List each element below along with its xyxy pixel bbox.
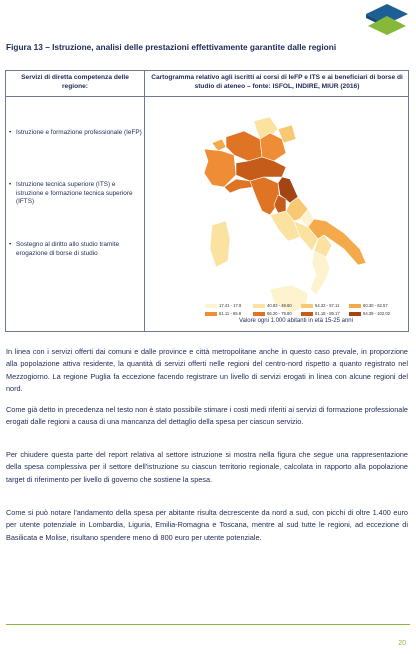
- bullet-icon: •: [9, 181, 12, 188]
- legend-item: 61.11 - 65.8: [205, 311, 241, 316]
- map-region-sardegna: [210, 221, 230, 267]
- bullet-text: Sostegno al diritto allo studio tramite erogazione di borse di studio: [16, 241, 120, 257]
- bullet-text: Istruzione e formazione professionale (IeFP): [16, 129, 142, 136]
- legend-item: 17.41 - 17.8: [205, 303, 241, 308]
- legend-note: Valore ogni 1.000 abitanti in età 15-25 anni: [239, 318, 353, 324]
- map-region-calabria: [310, 251, 330, 295]
- paragraph: Per chiudere questa parte del report relativa al settore istruzione si mostra nella figura che segue una rappresentazione della spesa complessiva per il settore dell'istruzione su ciascun territorio regionale, calcolata in rapporto alla popolazione target di riferimento per livello di governo che sostiene la spesa.: [6, 450, 408, 484]
- bullet-text: Istruzione tecnica superiore (ITS) e istruzione e formazione tecnica superiore (IFTS): [16, 181, 133, 206]
- left-column-header: Servizi di diretta competenza delle regione:: [21, 74, 129, 90]
- paragraph: Come si può notare l'andamento della spesa per abitante risulta decrescente da nord a sud, con picchi di oltre 1.400 euro per utente potenziale in Lombardia, Liguria, Emilia-Romagna e Toscana, mentre al sud tutte le regioni, ad eccezione di Basilicata e Molise, risultano spendere meno di 800 euro per utente potenziale.: [6, 508, 408, 542]
- legend-swatch: [253, 304, 265, 308]
- italy-map: [174, 99, 390, 329]
- paragraph: Come già detto in precedenza nel testo non è stato possibile stimare i costi medi riferiti ai servizi di formazione professionale erogati dalle regioni a causa di una mancanza del dettaglio della spesa per ciascun servizio.: [6, 405, 408, 427]
- map-region-valle-aosta: [212, 139, 226, 151]
- legend-swatch: [253, 312, 265, 316]
- legend-item: 66.20 - 79.80: [253, 311, 292, 316]
- figure-title: Figura 13 – Istruzione, analisi delle prestazioni effettivamente garantite dalle regioni: [6, 42, 337, 52]
- bullet-icon: •: [9, 241, 12, 248]
- map-region-toscana: [250, 177, 280, 215]
- legend-item: 40.83 - 49.60: [253, 303, 292, 308]
- bullet-item: [9, 129, 142, 138]
- figure-divider: [144, 71, 145, 331]
- legend-swatch: [349, 304, 361, 308]
- legend-item: 94.39 - 102.02: [349, 311, 390, 316]
- map-region-piemonte: [204, 149, 236, 187]
- map-region-emilia-romagna: [236, 157, 286, 181]
- legend-item: 81.18 - 89.17: [301, 311, 340, 316]
- bullet-item: [9, 241, 142, 258]
- legend-swatch: [349, 312, 361, 316]
- page-number: 20: [398, 640, 406, 647]
- figure-box: [5, 70, 409, 332]
- legend-swatch: [301, 312, 313, 316]
- legend-swatch: [205, 312, 217, 316]
- paragraph: In linea con i servizi offerti dai comuni e dalle province e città metropolitane anche in questo caso prevale, in proporzione alla popolazione attiva residente, la quantità di servizi offerti nelle regioni del centro-nord rispetto a quanto registrato nel Mezzogiorno. La regione Puglia fa eccezione facendo registrare un livello di servizi erogati in linea con alcune regioni del nord.: [6, 347, 408, 394]
- legend-swatch: [301, 304, 313, 308]
- right-column-header: Cartogramma relativo agli iscritti ai corsi di IeFP e ITS e ai beneficiari di borse di studio di ateneo – fonte: ISFOL, INDIRE, MIUR (2016): [151, 74, 403, 90]
- legend-swatch: [205, 304, 217, 308]
- footer-divider: [6, 624, 410, 625]
- legend-item: 54.32 - 57.11: [301, 303, 339, 308]
- figure-header-line: [6, 96, 408, 97]
- legend-item: 60.30 - 62.57: [349, 303, 388, 308]
- logo-icon: [362, 2, 412, 36]
- bullet-item: [9, 181, 142, 207]
- bullet-icon: •: [9, 129, 12, 136]
